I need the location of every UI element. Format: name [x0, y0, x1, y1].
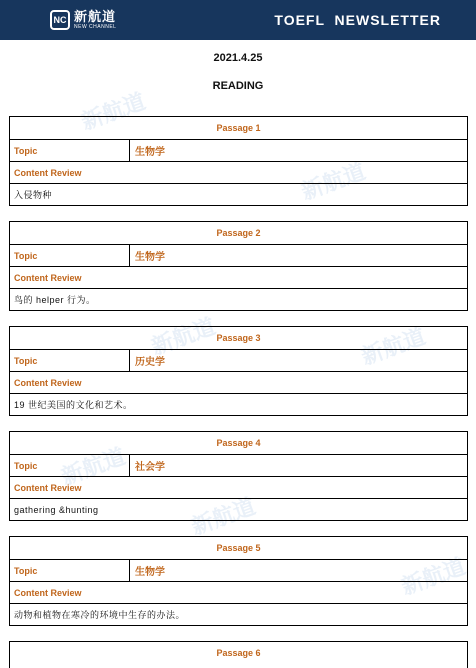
- passage-table: [9, 431, 468, 521]
- topic-row: [10, 244, 467, 266]
- content-review-text: 鸟的 helper 行为。: [10, 288, 467, 310]
- content-review-text: 入侵物种: [10, 183, 467, 205]
- passage-table: [9, 116, 468, 206]
- newsletter-title: TOEFL NEWSLETTER: [274, 12, 441, 28]
- logo-chinese-text: 新航道: [74, 9, 117, 24]
- logo-english-text: NEW CHANNEL: [74, 24, 117, 30]
- logo: [50, 8, 116, 32]
- content-review-label: Content Review: [10, 266, 467, 288]
- passage-title: Passage 1: [216, 123, 261, 133]
- topic-label: Topic: [10, 350, 130, 371]
- content-review-label: Content Review: [10, 161, 467, 183]
- topic-label: Topic: [10, 140, 130, 161]
- content-review-label: Content Review: [10, 581, 467, 603]
- topic-label: Topic: [10, 245, 130, 266]
- watermark-logo: 新航道: [78, 88, 149, 135]
- watermark-logo: 新航道: [148, 313, 219, 360]
- topic-value: 生物学: [135, 567, 165, 578]
- topic-value: 生物学: [135, 147, 165, 158]
- topic-value: 历史学: [135, 357, 165, 368]
- topic-value: 生物学: [135, 252, 165, 263]
- watermark-logo: 新航道: [58, 443, 129, 490]
- watermark-logo: 新航道: [188, 493, 259, 540]
- topic-row: [10, 559, 467, 581]
- watermark-logo: 新航道: [298, 158, 369, 205]
- topic-row: [10, 454, 467, 476]
- watermark-logo: 新航道: [358, 323, 429, 370]
- watermark-logo: 新航道: [398, 553, 469, 600]
- passage-table: [9, 641, 468, 668]
- section-title: READING: [212, 80, 264, 92]
- topic-row: [10, 349, 467, 371]
- content-review-label: Content Review: [10, 476, 467, 498]
- passage-title: Passage 2: [216, 228, 261, 238]
- issue-date: 2021.4.25: [213, 52, 263, 64]
- passage-table: [9, 221, 468, 311]
- passage-table: [9, 536, 468, 626]
- content-review-text: 动物和植物在寒冷的环境中生存的办法。: [10, 603, 467, 625]
- passage-title: Passage 6: [216, 648, 261, 658]
- passage-title: Passage 3: [216, 333, 261, 343]
- passage-title: Passage 4: [216, 438, 261, 448]
- topic-value: 社会学: [135, 462, 165, 473]
- passage-table: [9, 326, 468, 416]
- passage-title: Passage 5: [216, 543, 261, 553]
- header-bar: [0, 0, 476, 40]
- logo-mark-icon: NC: [50, 10, 70, 30]
- content-review-text: gathering &hunting: [10, 498, 467, 520]
- topic-label: Topic: [10, 560, 130, 581]
- content-review-label: Content Review: [10, 371, 467, 393]
- content-review-text: 19 世纪美国的文化和艺术。: [10, 393, 467, 415]
- topic-row: [10, 139, 467, 161]
- topic-label: Topic: [10, 455, 130, 476]
